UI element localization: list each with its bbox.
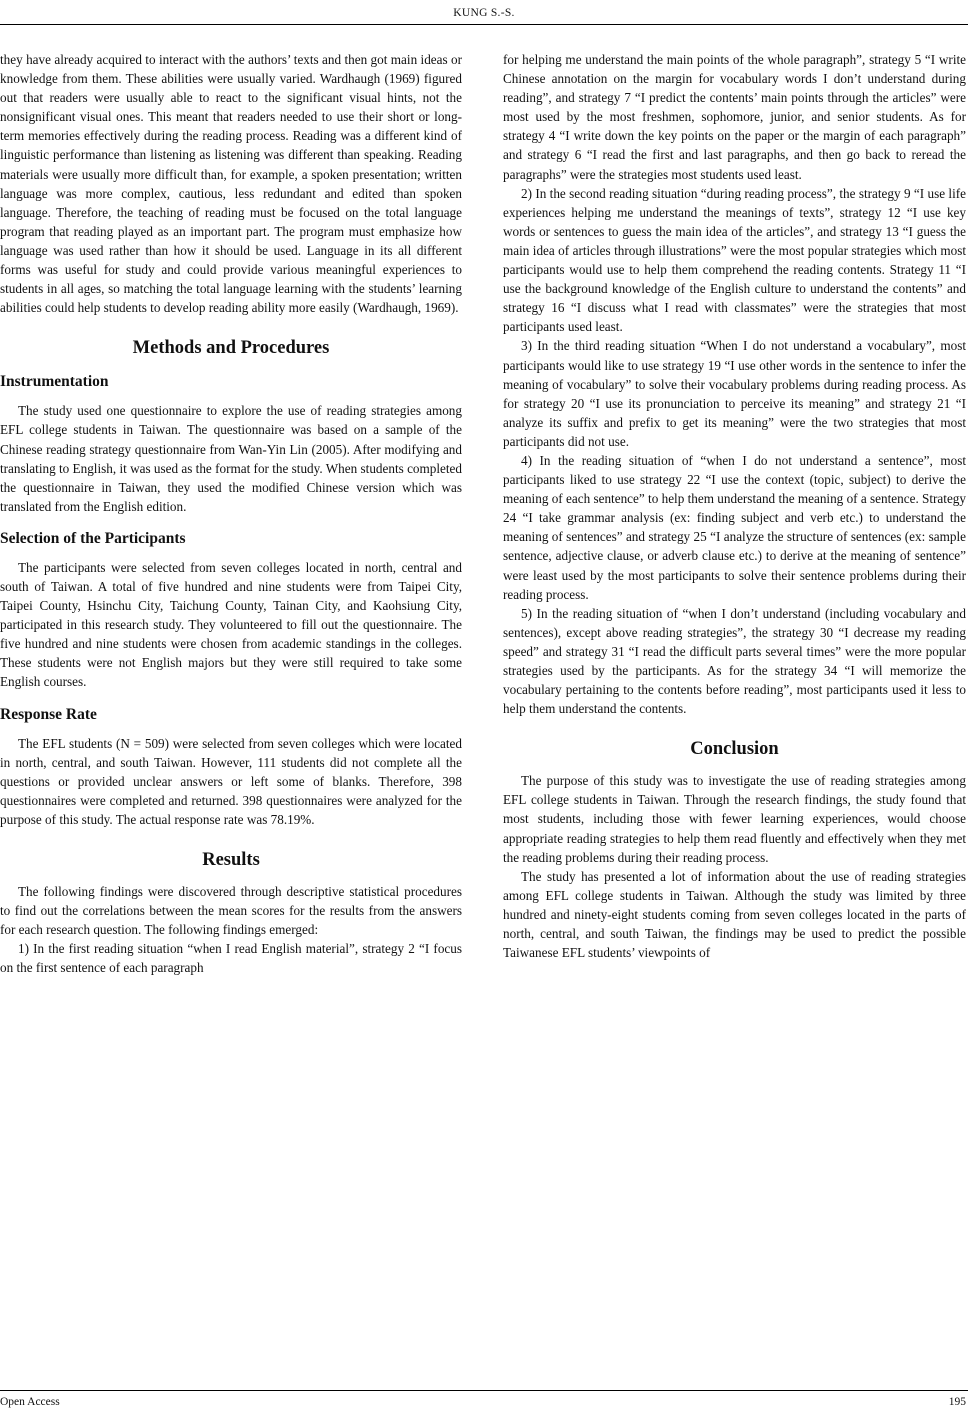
- footer-open-access: Open Access: [0, 1396, 60, 1408]
- page-number: 195: [948, 1396, 966, 1408]
- results-heading: Results: [202, 850, 260, 870]
- finding-4-paragraph: 4) In the reading situation of “when I do not understand a sentence”, most participants liked to use strategy 22 “I use the context (topic, subject) to derive the meaning of each sentence” to help them understand the meaning of a sentence. Strategy 24 “I take grammar analysis (ex: finding subject and verb etc.) to understand the meaning of sentences” and strategy 25 “I analyze the structure of sentences (ex: sample sentence, adjective clause, or adverb clause etc.) to derive at the meaning of sentence” were least used by the most participants to solve their sentence problems during their reading process.: [503, 452, 966, 602]
- conclusion-paragraph-1: The purpose of this study was to investigate the use of reading strategies among EFL college students in Taiwan. Through the research findings, the study found that most students, including those with fewer learning experiences, would choose appropriate reading strategies to help them read fluently and effectively when they met the reading problems during their reading process.: [503, 773, 966, 865]
- instrumentation-heading: Instrumentation: [0, 373, 109, 391]
- response-rate-heading: Response Rate: [0, 705, 97, 723]
- selection-heading: Selection of the Participants: [0, 529, 186, 547]
- left-column: [0, 50, 462, 977]
- right-column: [503, 50, 966, 962]
- finding-5-paragraph: 5) In the reading situation of “when I don’t understand (including vocabulary and sentences), except above reading strategies”, the strategy 30 “I decrease my reading speed” and strategy 31 “I read the difficult parts several times” were the more popular strategies used by the participants. As for the strategy 34 “I will memorize the vocabulary pertaining to the contents before reading”, most participants used it less to help them understand the contents.: [503, 605, 966, 717]
- selection-paragraph: The participants were selected from seven colleges located in north, central and south of Taiwan. A total of five hundred and nine students were from Taipei City, Taipei County, Hsinchu City, Taichung County, Tainan City, and Kaohsiung City, participated in this research study. They volunteered to fill out the questionnaire. The five hundred and nine students were chosen from academic standings in the colleges. These students were not English majors but they were still required to take some English courses.: [0, 559, 462, 690]
- conclusion-paragraph-2: The study has presented a lot of information about the use of reading strategies among EFL college students in Taiwan. Although the study was limited by three hundred and ninety-eight students coming from seven colleges located in the parts of north, central, and south Taiwan, the findings may be used to predict the possible Taiwanese EFL students’ viewpoints of: [503, 868, 966, 961]
- methods-heading: Methods and Procedures: [132, 338, 330, 359]
- footer-rule: [0, 1390, 968, 1391]
- response-rate-paragraph: The EFL students (N = 509) were selected from seven colleges which were located in north, central, and south Taiwan. However, 111 students did not complete all the questions or provided unclear answers or left some of blanks. Therefore, 398 questionnaires were completed and returned. 398 questionnaires were analyzed for the purpose of this study. The actual response rate was 78.19%.: [0, 735, 462, 827]
- finding-1-paragraph-end: for helping me understand the main points of the whole paragraph”, strategy 5 “I write Chinese annotation on the margin for vocabulary words I don’t understand during reading”, and strategy 7 “I predict the contents’ main points through the articles” were most used by the most freshmen, sophomore, junior, and senior students. As for strategy 4 “I write down the key points on the paper or the margin of each paragraph” and strategy 6 “I read the first and last paragraphs, and then go back to reread the paragraphs” were the strategies most students used least.: [503, 52, 966, 182]
- instrumentation-paragraph: The study used one questionnaire to explore the use of reading strategies among EFL college students in Taiwan. The questionnaire was based on a sample of the Chinese reading strategy questionnaire from Wan-Yin Lin (2005). After modifying and translating to English, it was used as the format for the study. When students completed the questionnaire in Taiwan, they used the modified Chinese version which was translated from the English edition.: [0, 403, 462, 514]
- results-paragraph: The following findings were discovered through descriptive statistical procedures to find out the correlations between the mean scores for the results from the answers for each research question. The following findings emerged:: [0, 884, 462, 938]
- running-head: KUNG S.-S.: [453, 7, 515, 19]
- finding-3-paragraph: 3) In the third reading situation “When I do not understand a vocabulary”, most participants would like to use strategy 19 “I use other words in the sentence to infer the meaning of vocabulary” to solve their vocabulary problems during reading process. As for strategy 20 “I use its pronunciation to perceive its meaning” and strategy 21 “I analyze its suffix and prefix to get its meaning” were the two strategies that most participants did not use.: [503, 338, 966, 449]
- header-rule: [0, 24, 968, 25]
- finding-2-paragraph: 2) In the second reading situation “during reading process”, the strategy 9 “I use life experiences helping me understand the meanings of texts”, strategy 12 “I use key words or sentences to guess the main idea of the articles”, and strategy 13 “I guess the main idea of articles through illustrations” were the most popular strategies which most participants would use to help them comprehend the reading contents. Strategy 11 “I use the background knowledge of the English culture to understand the contents” and strategy 16 “I discuss what I read with classmates” were the strategies that most participants used least.: [503, 185, 966, 335]
- finding-1-paragraph-start: 1) In the first reading situation “when I read English material”, strategy 2 “I focus on the first sentence of each paragraph: [0, 941, 462, 976]
- conclusion-heading: Conclusion: [690, 739, 779, 760]
- intro-paragraph: they have already acquired to interact with the authors’ texts and then got main ideas or knowledge from them. These abilities were usually varied. Wardhaugh (1969) figured out that readers were usually able to react to the significant visual hints, not the nonsignificant visual ones. This meant that readers needed to use their short or long-term memories effectively during the reading process. Reading was a different kind of linguistic performance than listening as listening was different than speaking. Reading materials were usually more difficult than, for example, a spoken presentation; written language was more complex, cautious, less redundant and edited than spoken language. Therefore, the teaching of reading must be focused on the total language program that reading played as an important part. The program must emphasize how language was used rather than how it should be used. Language in its all different forms was useful for study and could provide various meaningful experiences to students in all ages, so matching the total language learning with the students’ learning abilities could help students to develop reading ability more easily (Wardhaugh, 1969).: [0, 52, 462, 316]
